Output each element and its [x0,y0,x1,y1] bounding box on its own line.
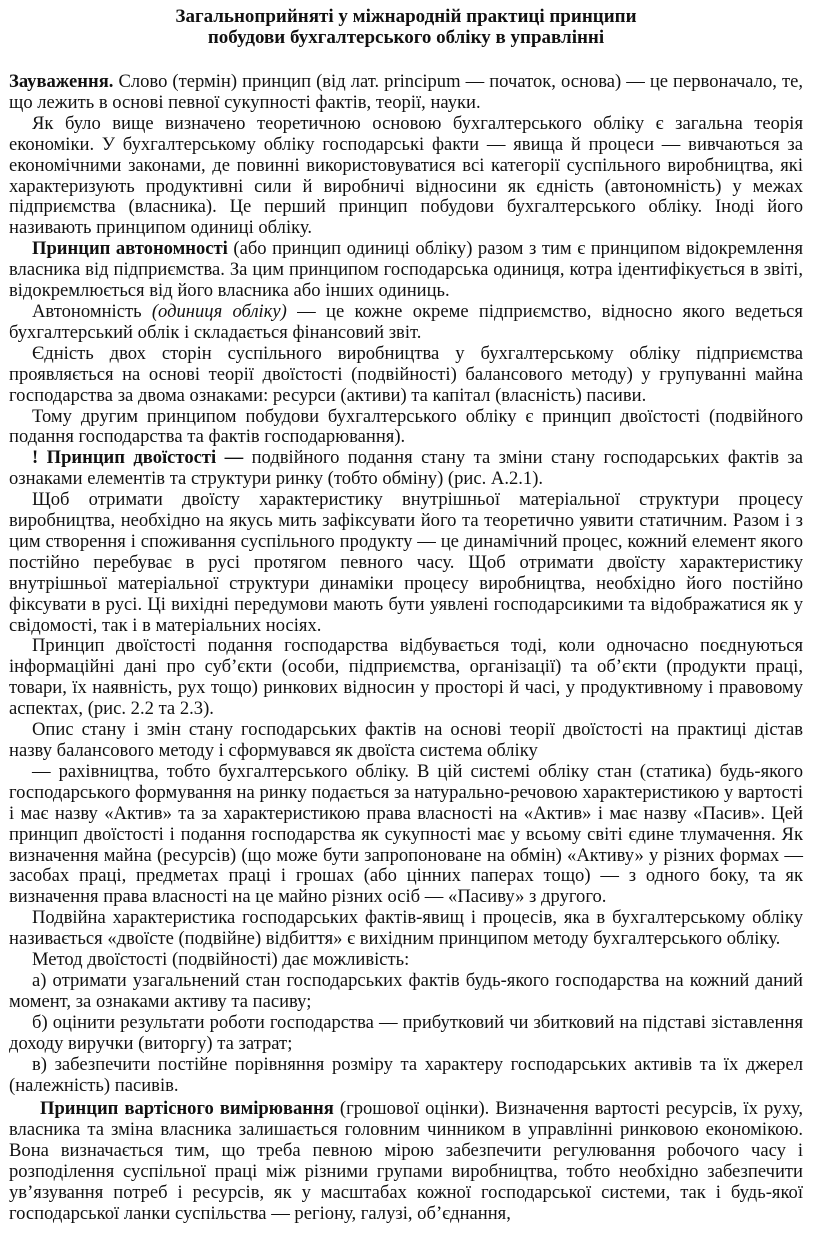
duality-paragraph [9,448,803,490]
second-principle-paragraph: Тому другим принципом побудови бухгалтерського обліку є принцип двоїстості (подвійного подання господарства та фактів господарювання). [9,405,803,448]
title-line-2: побудови бухгалтерського обліку в управлінні [207,27,605,48]
autonomy-def-italic: (одиниця обліку) [151,300,287,322]
duality-label: ! Принцип двоїстості — [32,447,244,469]
autonomy-def-start: Автономність [32,300,152,322]
autonomy-text: (або принцип одиниці обліку) разом з тим є принципом відокремлення власника від підприємства. За цим принципом господарська одиниця, котра ідентифікується в звіті, відокремлюється від його власника або інших одиниць. [9,238,803,302]
title-line-1: Загальноприйняті у міжнародній практиці принципи [175,6,637,27]
valuation-label: Принцип вартісного вимірювання [40,1098,334,1120]
list-item: в) забезпечити постійне порівняння розміру та характеру господарських активів та їх джерел (належність) пасивів. [9,1053,803,1096]
autonomy-paragraph [9,239,803,302]
autonomy-label: Принцип автономності [32,238,228,260]
list-item: б) оцінити результати роботи господарства — прибутковий чи збитковий на підставі зіставлення доходу виручки (виторгу) та затрат; [9,1011,803,1054]
static-paragraph: Щоб отримати двоїсту характеристику внутрішньої матеріальної структури процесу виробництва, необхідно на якусь мить зафіксувати його та теоретично уявити статичним. Разом і з цим створення і споживання суспільного продукту — це динамічний процес, кожний елемент якого постійно перебуває в русі протягом певного часу. Щоб отримати двоїсту характеристику внутрішньої матеріальної структури динаміки процесу виробництва, необхідно його постійно фіксувати в русі. Ці вихідні передумови мають бути уявлені господарсикими та відображатися як у свідомості, так і в матеріальних носіях. [9,489,803,636]
valuation-paragraph [9,1099,803,1224]
valuation-text: (грошової оцінки). Визначення вартості ресурсів, їх руху, власника та зміна власника залишається головним чинником в управлінні ринковою економікою. Вона визначається тим, що треба певною мірою забезпечити регулювання робочого часу і розподілення суспільної праці між різними групами виробництва, тобто необхідно забезпечити ув’язування потреб і ресурсів, як у масштабах кожної господарської системи, так і будь-якої господарської ланки суспільства — регіону, галузі, об’єднання, [9,1098,803,1224]
list-item: а) отримати узагальнений стан господарських фактів будь-якого господарства на кожний даний момент, за ознаками активу та пасиву; [9,969,803,1012]
description-paragraph: Опис стану і змін стану господарських фактів на основі теорії двоїстості на практиці дістав назву балансового методу і сформувався як двоїста система обліку [9,719,803,761]
autonomy-definition-paragraph [9,302,803,344]
theory-paragraph: Як було вище визначено теоретичною основою бухгалтерського обліку є загальна теорія економіки. У бухгалтерському обліку господарські факти — явища й процеси — вивчаються за економічними законами, де повинні використовуватися всі категорії суспільного виробництва, які характеризують продуктивні сили й виробничі відносини як єдність (автономність) у межах підприємства (власника). Це перший принцип побудови бухгалтерського обліку. Іноді його називають принципом одиниці обліку. [9,112,803,239]
unity-paragraph: Єдність двох сторін суспільного виробництва у бухгалтерському обліку підприємства проявляється на основі теорії двоїстості (подвійності) балансового методу) у групуванні майна господарства за двома ознаками: ресурси (активи) та капітал (власність) пасиви. [9,342,803,406]
description-continuation: — рахівництва, тобто бухгалтерського обліку. В цій системі обліку стан (статика) будь-якого господарського формування на ринку подається за натурально-речовою характеристикою у вартості і має назву «Актив» та за характеристикою права власності на «Актив» і має назву «Пасив». Цей принцип двоїстості і подання господарства як сукупності має у всьому світі єдине тлумачення. Як визначення майна (ресурсів) (що може бути запропоноване на обмін) «Активу» у різних формах — засобах праці, предметах праці і грошах (або цінних паперах тощо) — з одного боку, та як визначення права власності на це майно різних осіб — «Пасиву» з другого. [9,760,803,908]
double-characteristic-paragraph: Подвійна характеристика господарських фактів-явищ і процесів, яка в бухгалтерському обліку називається «двоїсте (подвійне) відбиття» є вихідним принципом методу бухгалтерського обліку. [9,907,803,950]
remark-paragraph [9,72,803,114]
remark-text: Слово (термін) принцип (від лат. principum — початок, основа) — це первоначало, те, що лежить в основі певної сукупності фактів, теорії, науки. [9,71,803,113]
document-title [9,6,803,48]
duality-text: подвійного подання стану та зміни стану господарських фактів за ознаками елементів та структури ринку (тобто обміну) (рис. А.2.1). [9,447,804,490]
autonomy-def-rest: — це кожне окреме підприємство, відносно якого ведеться бухгалтерський облік і складається фінансовий звіт. [9,300,803,343]
method-paragraph: Метод двоїстості (подвійності) дає можливість: [32,949,410,971]
remark-label: Зауваження. [9,71,114,92]
info-paragraph: Принцип двоїстості подання господарства відбувається тоді, коли одночасно поєднуються інформаційні дані про суб’єкти (особи, підприємства, організації) та об’єкти (продукти праці, товари, їх наявність, рух тощо) ринкових відносин у просторі й часі, у продуктивному і правовому аспектах, (рис. 2.2 та 2.3). [9,635,803,720]
